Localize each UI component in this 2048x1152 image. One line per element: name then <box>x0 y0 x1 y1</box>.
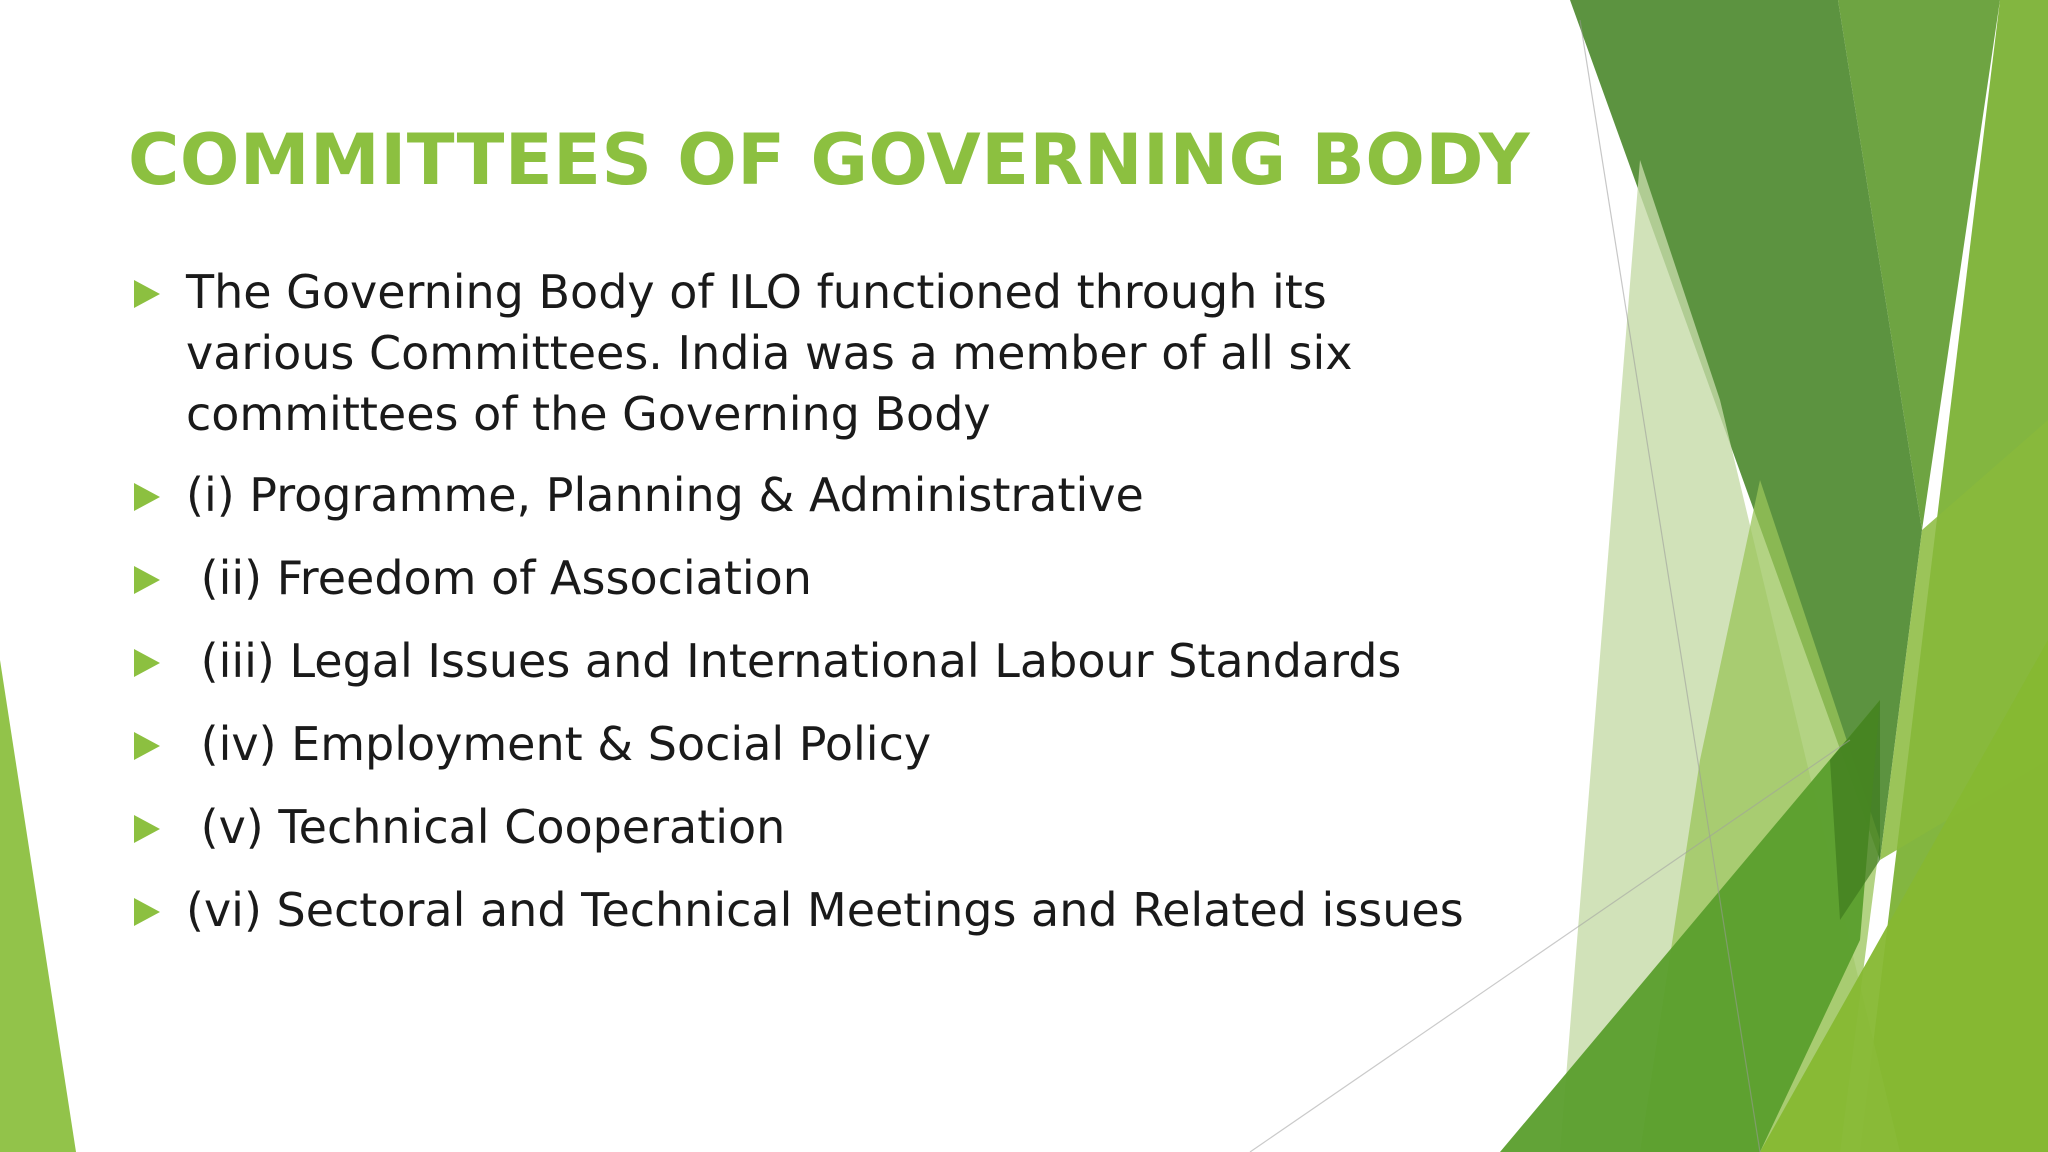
bullet-intro-text: The Governing Body of ILO functioned through its various Committees. India was a member of all six committees of the Governing Body <box>186 265 1353 441</box>
triangle-bullet-icon <box>134 732 160 760</box>
bullet-text: (v) Technical Cooperation <box>186 800 786 854</box>
bullet-committee-4 <box>128 714 1548 775</box>
bullet-text: (ii) Freedom of Association <box>186 551 812 605</box>
left-green-sliver <box>0 660 76 1152</box>
slide-title: COMMITTEES OF GOVERNING BODY <box>128 119 1531 201</box>
triangle-bullet-icon <box>134 898 160 926</box>
triangle-bullet-icon <box>134 280 160 308</box>
bullet-text: (iv) Employment & Social Policy <box>186 717 932 771</box>
triangle-bullet-icon <box>134 483 160 511</box>
bullet-text: (iii) Legal Issues and International Labour Standards <box>186 634 1402 688</box>
bullet-intro <box>128 262 1548 445</box>
bullet-text: (i) Programme, Planning & Administrative <box>186 468 1144 522</box>
bullet-text: (vi) Sectoral and Technical Meetings and Related issues <box>186 883 1464 937</box>
bullet-committee-1 <box>128 465 1548 526</box>
triangle-bullet-icon <box>134 649 160 677</box>
bullet-committee-6 <box>128 880 1548 941</box>
bullet-committee-2 <box>128 548 1548 609</box>
bullet-list <box>128 262 1548 963</box>
triangle-bullet-icon <box>134 566 160 594</box>
triangle-bullet-icon <box>134 815 160 843</box>
bullet-committee-5 <box>128 797 1548 858</box>
bullet-committee-3 <box>128 631 1548 692</box>
